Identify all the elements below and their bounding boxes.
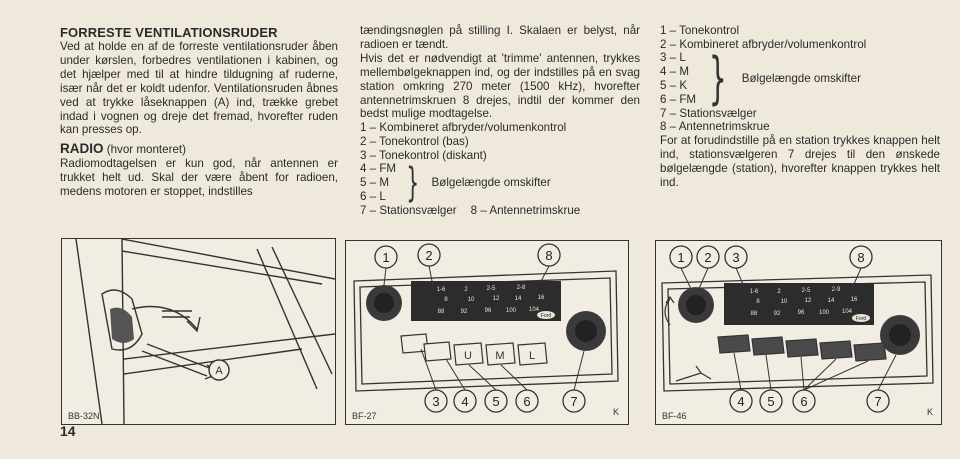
vent-window-illustration — [62, 239, 335, 424]
scale-tick: 16 — [537, 295, 545, 301]
paragraph-radio: Radiomodtagelsen er kun god, når antennen er trukket helt ud. Skal der være åbent for radioen, medens motoren er stoppet, indstilles — [60, 157, 338, 199]
list-item: 5 – K — [660, 79, 688, 92]
scale-tick: 104 — [841, 309, 853, 315]
scale-tick: 10 — [780, 299, 788, 305]
scale-tick: 2-5 — [801, 288, 811, 294]
scale-tick: 2-5 — [486, 286, 496, 292]
control-list-bottom — [360, 204, 640, 218]
button-label: U — [464, 350, 472, 362]
callout-number: 1 — [677, 250, 685, 265]
figure-radio-bf46 — [655, 240, 942, 425]
paragraph-ventilation: Ved at holde en af de forreste ventilationsruder åben under kørslen, forbedres ventilationen i kabinen, og det hjælper med til at hindre tildugning af ruderne, især når det er koldt udenfor. Ventilationsruden åbnes ved at trykke låseknappen (A) ind, trække grebet indad i vognen og dreje det fremad, hvorefter ruden kan presses op. — [60, 40, 338, 137]
scale-tick: 10 — [467, 297, 475, 303]
callout-number: 1 — [382, 250, 390, 265]
list-item: 4 – M — [660, 65, 689, 79]
figure-vent-window — [61, 238, 336, 425]
scale-tick: 1-6 — [436, 287, 446, 293]
scale-tick: 2-8 — [516, 285, 526, 291]
list-item: 8 – Antennetrimskrue — [660, 120, 770, 134]
callout-number: 4 — [737, 394, 745, 409]
preset-button — [786, 339, 818, 357]
list-item: 3 – L — [660, 51, 686, 65]
list-item: 2 – Kombineret afbryder/volumenkontrol — [660, 37, 867, 51]
scale-tick: 88 — [437, 309, 445, 315]
list-item: 2 – Tonekontrol (bas) — [360, 134, 469, 148]
callout-number: 7 — [570, 394, 578, 409]
scale-tick: 100 — [818, 310, 830, 316]
scale-tick: 92 — [773, 311, 781, 317]
control-list-top — [660, 24, 940, 51]
scale-tick: 96 — [797, 310, 805, 316]
list-item: 1 – Tonekontrol — [660, 24, 740, 37]
heading-radio — [60, 141, 338, 157]
callout-number: 2 — [704, 250, 712, 265]
scale-tick: 14 — [827, 298, 835, 304]
scale-tick: 16 — [850, 297, 858, 303]
preset-button — [752, 337, 784, 355]
brand-logo: Ford — [540, 313, 552, 319]
radio-bf27-illustration — [346, 241, 628, 424]
radio-bf46-illustration — [656, 241, 941, 424]
scale-tick: 104 — [528, 307, 540, 313]
list-item: 3 – Tonekontrol (diskant) — [360, 148, 487, 162]
control-list-bottom — [660, 107, 940, 134]
paragraph-preset: For at forudindstille på en station trykkes knappen helt ind, stationsvælgeren 7 drejes til den ønskede bølgelængde (station), hvorefter knappen trykkes helt ind. — [660, 134, 940, 189]
preset-button — [854, 343, 886, 361]
column-radio-1 — [360, 24, 640, 218]
paragraph-ignition: tændingsnøglen på stilling I. Skalaen er belyst, når radioen er tændt. — [360, 24, 640, 51]
list-item: 7 – Stationsvælger — [360, 203, 457, 217]
group-label: Bølgelængde omskifter — [741, 72, 861, 86]
callout-number: 3 — [732, 250, 740, 265]
list-item: 8 – Antennetrimskrue — [470, 203, 581, 217]
button-label: M — [495, 350, 505, 362]
callout-number: 6 — [523, 394, 531, 409]
corner-mark: K — [612, 407, 620, 417]
scale-tick: 96 — [484, 308, 492, 314]
list-item: 7 – Stationsvælger — [660, 106, 757, 120]
scale-tick: 12 — [804, 298, 812, 304]
paragraph-antenna-trim: Hvis det er nødvendigt at 'trimme' antennen, trykkes mellembølgeknappen ind, og der indstilles på en svag station omkring 270 meter (1500 kHz), hvorefter antennetrimskruen 8 drejes, indtil der kommer den bedst mulige modtagelse. — [360, 51, 640, 121]
scale-tick: 12 — [492, 296, 500, 302]
list-item: 4 – FM — [360, 162, 397, 176]
callout-number: 8 — [857, 250, 865, 265]
figure-label: BF-27 — [352, 411, 377, 421]
column-radio-2 — [660, 24, 940, 190]
callout-number: 5 — [492, 394, 500, 409]
scale-tick: 2-9 — [831, 287, 841, 293]
callout-number: 3 — [432, 394, 440, 409]
radio-subtitle: (hvor monteret) — [106, 143, 186, 157]
column-ventilation — [60, 26, 338, 199]
corner-mark: K — [926, 407, 934, 417]
scale-tick: 2 — [777, 289, 781, 295]
heading-ventilation: FORRESTE VENTILATIONSRUDER — [60, 25, 278, 40]
callout-number: 6 — [800, 394, 808, 409]
wavelength-group — [360, 159, 640, 206]
scale-tick: 2 — [464, 287, 468, 293]
list-item: 1 – Kombineret afbryder/volumenkontrol — [360, 121, 567, 135]
button-label: L — [528, 350, 536, 362]
wavelength-group — [660, 46, 940, 111]
scale-tick: 14 — [514, 296, 522, 302]
callout-a: A — [215, 365, 223, 377]
preset-button — [820, 341, 852, 359]
callout-number: 5 — [767, 394, 775, 409]
list-item: 6 – L — [360, 189, 386, 203]
radio-title: RADIO — [60, 141, 104, 157]
list-item: 6 – FM — [660, 92, 697, 106]
scale-tick: 8 — [756, 299, 760, 305]
figure-radio-bf27 — [345, 240, 629, 425]
scale-tick: 100 — [505, 308, 517, 314]
brace-icon: } — [406, 159, 420, 206]
scale-tick: 8 — [444, 297, 448, 303]
callout-number: 4 — [461, 394, 469, 409]
callout-number: 7 — [874, 394, 882, 409]
page-number: 14 — [60, 423, 76, 439]
figure-label: BB-32N — [68, 411, 100, 421]
figure-label: BF-46 — [662, 411, 687, 421]
callout-number: 2 — [425, 248, 433, 263]
brand-logo: Ford — [855, 316, 867, 322]
preset-button — [718, 335, 750, 353]
list-item: 5 – M — [360, 176, 389, 190]
scale-tick: 1-6 — [749, 289, 759, 295]
brace-icon: } — [708, 46, 727, 111]
scale-tick: 92 — [460, 309, 468, 315]
control-list-top — [360, 121, 640, 162]
scale-tick: 88 — [750, 311, 758, 317]
group-label: Bølgelængde omskifter — [431, 176, 551, 190]
callout-number: 8 — [545, 248, 553, 263]
